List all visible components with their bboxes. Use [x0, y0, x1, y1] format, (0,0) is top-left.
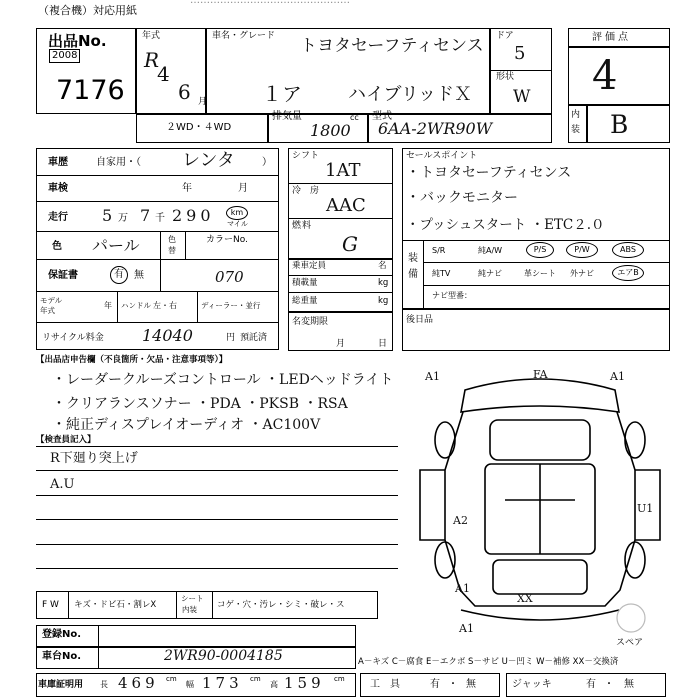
mileage-label: 走行 [48, 212, 68, 223]
displacement-unit: cc [350, 113, 359, 122]
jack-have: 有 [586, 679, 596, 690]
lot-label: 出品No. [48, 32, 107, 50]
equip-ext-navi: 外ナビ [570, 269, 594, 278]
sales-points-label: セールスポイント [406, 151, 478, 161]
fuel-label-2: 料 [302, 221, 312, 231]
inspection-label: 車検 [48, 183, 68, 194]
displacement-label: 排気量 [272, 111, 302, 122]
jack-dot: ・ [604, 679, 614, 690]
sales-point-2: ・バックモニター [406, 190, 518, 206]
cert-h: 159 [284, 674, 325, 692]
cert-w-label: 幅 [186, 680, 194, 689]
cert-h-label: 高 [270, 680, 278, 689]
year-value: 4 [157, 62, 170, 86]
year-label: 年式 [142, 31, 161, 41]
equip-leather: 革シート [524, 269, 556, 278]
equipment-label-2: 備 [408, 269, 418, 280]
weight-unit: kg [378, 296, 389, 306]
equip-airbag: エアB [612, 265, 644, 281]
name-change-label: 名変期限 [292, 317, 329, 327]
mileage-sen-unit: 千 [155, 213, 165, 224]
warranty-have: 有 [110, 266, 128, 284]
doors-label: ドア [496, 31, 514, 41]
damage-items-2: コゲ・穴・汚レ・シミ・破レ・ス [217, 600, 345, 610]
sales-point-1: ・トヨタセーフティセンス [406, 165, 572, 181]
color-label: 色 [52, 241, 62, 252]
mileage-unit-km: km [226, 206, 248, 220]
equip-tv: 純TV [432, 269, 451, 278]
mark-a1-rear-left: A1 [459, 622, 474, 635]
mileage-rest: 290 [172, 206, 215, 225]
car-damage-diagram [405, 360, 675, 650]
weight-label: 総重量 [292, 296, 318, 306]
form-label: （複合機）対応用紙 [38, 4, 137, 17]
cert-w: 173 [202, 674, 243, 692]
lot-number: 7176 [56, 75, 125, 106]
equipment-label-1: 装 [408, 253, 418, 264]
tools-dot: ・ [448, 679, 458, 690]
load-label: 積載量 [292, 278, 318, 288]
navi-type-label: ナビ型番： [432, 291, 472, 300]
mileage-sen: 7 [140, 206, 151, 225]
mileage-unit-mile: マイル [227, 220, 248, 228]
equip-sr: S/R [432, 246, 446, 255]
spare-label: スペア [616, 638, 644, 648]
vehicle-label: 車名・グレード [212, 31, 276, 41]
cert-w-unit: cm [250, 675, 261, 683]
color-no: 070 [215, 268, 244, 286]
vehicle-name: トヨタセーフティセンス [300, 36, 484, 56]
name-change-month: 月 [336, 339, 346, 349]
registration-label: 登録No. [42, 629, 82, 640]
model-row-dealer: ディーラー・並行 [201, 301, 261, 310]
model-row-handle: ハンドル [121, 301, 151, 310]
mark-u1: U1 [637, 502, 654, 515]
notes-line-1: ・レーダークルーズコントロール ・LEDヘッドライト [52, 372, 394, 388]
recycle-unit: 円 [226, 333, 236, 343]
history-value: レンタ [182, 150, 235, 171]
history-table [36, 148, 279, 350]
equip-ps: P/S [526, 242, 554, 258]
model-row-label-2: 年式 [40, 306, 55, 315]
history-label: 車歴 [48, 157, 68, 168]
equip-abs: ABS [612, 242, 644, 258]
recycle-value: 14040 [142, 326, 193, 345]
drive-label: ２WD・４WD [166, 122, 232, 133]
registration-row [36, 625, 356, 647]
equip-pw: P/W [566, 242, 598, 258]
inspector-line-1: R下廻り突上げ [50, 451, 138, 466]
damage-items: キズ・ドビ石・割レX [74, 600, 157, 610]
history-close: ） [262, 157, 272, 168]
year-era: R [144, 48, 160, 72]
shift-value: 1AT [325, 160, 361, 181]
mark-xx: XX [517, 592, 533, 605]
color-code-label-1: 色 [168, 235, 176, 244]
shape-value: W [513, 87, 531, 107]
interior-label-2: 装 [571, 125, 581, 135]
ac-label-2: 房 [310, 186, 320, 196]
fuel-value: G [342, 232, 358, 256]
jack-label: ジャッキ [512, 679, 552, 690]
interior-label-1: 内 [571, 110, 581, 120]
fuel-label-1: 燃 [292, 221, 302, 231]
mark-a1-front-left: A1 [425, 370, 440, 383]
year-stamp: 2008 [49, 49, 80, 63]
mileage-man: 5 [102, 206, 113, 225]
inspection-year-unit: 年 [182, 183, 192, 194]
sales-point-3: ・プッシュスタート ・ETC２.０ [406, 217, 605, 233]
history-options: 自家用・（ [96, 157, 141, 168]
notes-label: 【出品店申告欄（不良箇所・欠品・注意事項等）】 [36, 355, 228, 365]
chassis-value: 2WR90-0004185 [164, 648, 283, 664]
cert-l-unit: cm [166, 675, 177, 683]
vehicle-series: １ア [262, 82, 302, 106]
cert-l-label: 長 [100, 680, 108, 689]
model-row-label-1: モデル [40, 296, 63, 305]
inspector-label: 【検査員記入】 [36, 435, 96, 445]
load-unit: kg [378, 278, 389, 288]
model-value: 6AA-2WR90W [378, 119, 493, 138]
tools-none: 無 [466, 679, 476, 690]
cert-label: 車庫証明用 [38, 680, 84, 690]
damage-seat-1: シート [181, 594, 204, 603]
displacement-value: 1800 [310, 121, 351, 140]
name-change-day: 日 [378, 339, 388, 349]
chassis-label: 車台No. [42, 651, 82, 662]
tools-label: 工 具 [370, 679, 400, 690]
mark-a1-rear-right: A1 [455, 582, 470, 595]
vehicle-grade: ハイブリッドＸ [348, 84, 473, 105]
ac-value: AAC [326, 195, 366, 216]
color-value: パール [92, 236, 140, 255]
top-cut-text: ………………………………………… [190, 0, 350, 6]
score-label: 評価点 [592, 32, 631, 43]
recycle-deposit: 預託済 [240, 333, 268, 343]
month-unit: 月 [198, 97, 208, 107]
inspection-month-unit: 月 [238, 183, 248, 194]
mark-fa: FA [533, 368, 548, 381]
mark-a1-front-right: A1 [610, 370, 625, 383]
notes-line-2: ・クリアランスソナー ・PDA ・PKSB ・RSA [52, 396, 348, 412]
shape-label: 形状 [496, 72, 515, 82]
score-value: 4 [592, 53, 618, 99]
shift-label: シフト [292, 151, 320, 161]
inspector-line-2: A.U [50, 477, 75, 492]
jack-none: 無 [624, 679, 634, 690]
interior-value: B [610, 110, 629, 139]
ac-label-1: 冷 [292, 186, 302, 196]
cert-h-unit: cm [334, 675, 345, 683]
model-row-year-unit: 年 [104, 301, 112, 310]
damage-fw: F W [42, 600, 59, 610]
damage-seat-2: 内装 [182, 605, 197, 614]
equip-aw: 純A/W [478, 246, 503, 255]
doors-value: 5 [514, 43, 526, 64]
cert-l: 469 [118, 674, 159, 692]
model-label: 型式 [372, 111, 392, 122]
mark-a2: A2 [453, 514, 468, 527]
equip-navi: 純ナビ [478, 269, 502, 278]
capacity-unit: 名 [378, 261, 387, 271]
notes-line-3: ・純正ディスプレイオーディオ ・AC100V [52, 417, 321, 433]
mileage-man-unit: 万 [118, 213, 128, 224]
tools-have: 有 [430, 679, 440, 690]
model-row-handle-opts: 左・右 [153, 301, 177, 310]
month-value: 6 [178, 80, 191, 104]
later-label: 後日品 [406, 315, 434, 325]
warranty-none: 無 [134, 270, 144, 281]
damage-legend: A－キズ C－腐食 E－エクボ S－サビ U－凹ミ W－補修 XX－交換済 [358, 657, 619, 667]
warranty-label: 保証書 [48, 270, 78, 281]
color-no-label: カラーNo. [206, 235, 248, 245]
capacity-label: 乗車定員 [292, 261, 327, 271]
recycle-label: リサイクル料金 [42, 333, 104, 343]
color-code-label-2: 替 [168, 246, 176, 255]
